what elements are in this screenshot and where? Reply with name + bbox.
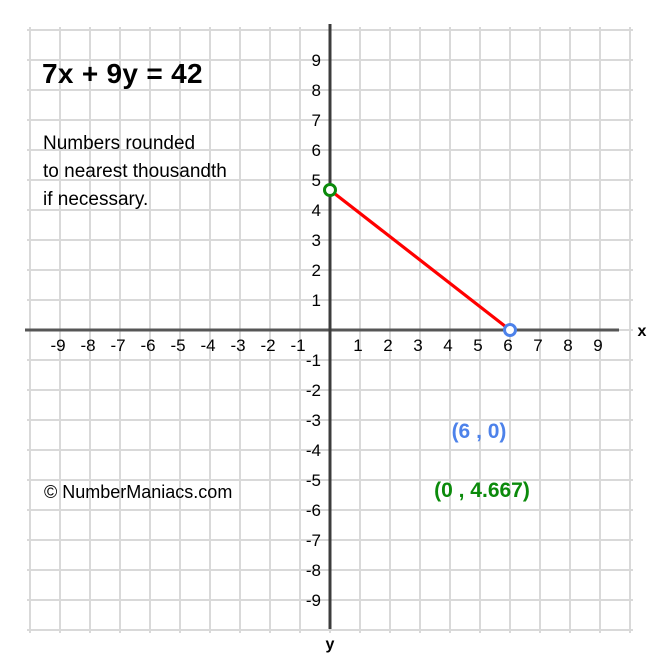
y-axis-letter: y xyxy=(325,636,335,653)
x-tick-label: 1 xyxy=(353,336,363,355)
x-tick-label: -6 xyxy=(140,336,156,355)
y-tick-label: -7 xyxy=(305,531,321,550)
y-tick-label: 3 xyxy=(311,231,321,250)
x-tick-label: -4 xyxy=(200,336,216,355)
x-tick-label: 5 xyxy=(473,336,483,355)
x-tick-label: -1 xyxy=(290,336,306,355)
x-tick-label: 6 xyxy=(503,336,513,355)
y-tick-label: -8 xyxy=(305,561,321,580)
y-tick-label: 8 xyxy=(311,81,321,100)
rounding-note xyxy=(43,130,227,214)
y-tick-label: 9 xyxy=(311,51,321,70)
x-tick-label: 2 xyxy=(383,336,393,355)
x-tick-label: -8 xyxy=(80,336,96,355)
y-intercept-point xyxy=(325,184,336,195)
y-tick-label: 4 xyxy=(311,201,321,220)
rounding-note-line-1: Numbers rounded xyxy=(43,133,196,154)
x-tick-label: -7 xyxy=(110,336,126,355)
y-tick-label: -2 xyxy=(305,381,321,400)
x-tick-label: -5 xyxy=(170,336,186,355)
y-tick-label: 2 xyxy=(311,261,321,280)
y-intercept-label: (0 , 4.667) xyxy=(434,479,530,502)
x-tick-label: -2 xyxy=(260,336,276,355)
rounding-note-line-2: to nearest thousandth xyxy=(43,161,227,182)
x-tick-label: 3 xyxy=(413,336,423,355)
y-tick-label: 7 xyxy=(311,111,321,130)
x-intercept-point xyxy=(505,325,516,336)
y-tick-label: 1 xyxy=(311,291,321,310)
y-tick-label: -5 xyxy=(305,471,321,490)
y-tick-label: -9 xyxy=(305,591,321,610)
y-tick-label: -4 xyxy=(305,441,321,460)
rounding-note-line-3: if necessary. xyxy=(43,189,149,210)
x-axis-letter: x xyxy=(637,323,647,340)
y-tick-label: -6 xyxy=(305,501,321,520)
y-tick-label: 5 xyxy=(311,171,321,190)
x-tick-label: -3 xyxy=(230,336,246,355)
y-tick-label: 6 xyxy=(311,141,321,160)
x-tick-label: 8 xyxy=(563,336,573,355)
x-tick-label: 4 xyxy=(443,336,453,355)
equation-title: 7x + 9y = 42 xyxy=(42,58,203,89)
x-tick-label: 7 xyxy=(533,336,543,355)
x-tick-label: -9 xyxy=(50,336,66,355)
y-tick-label: -1 xyxy=(305,351,321,370)
copyright-text: © NumberManiacs.com xyxy=(44,482,233,502)
x-intercept-label: (6 , 0) xyxy=(451,420,507,443)
y-tick-label: -3 xyxy=(305,411,321,430)
x-tick-label: 9 xyxy=(593,336,603,355)
